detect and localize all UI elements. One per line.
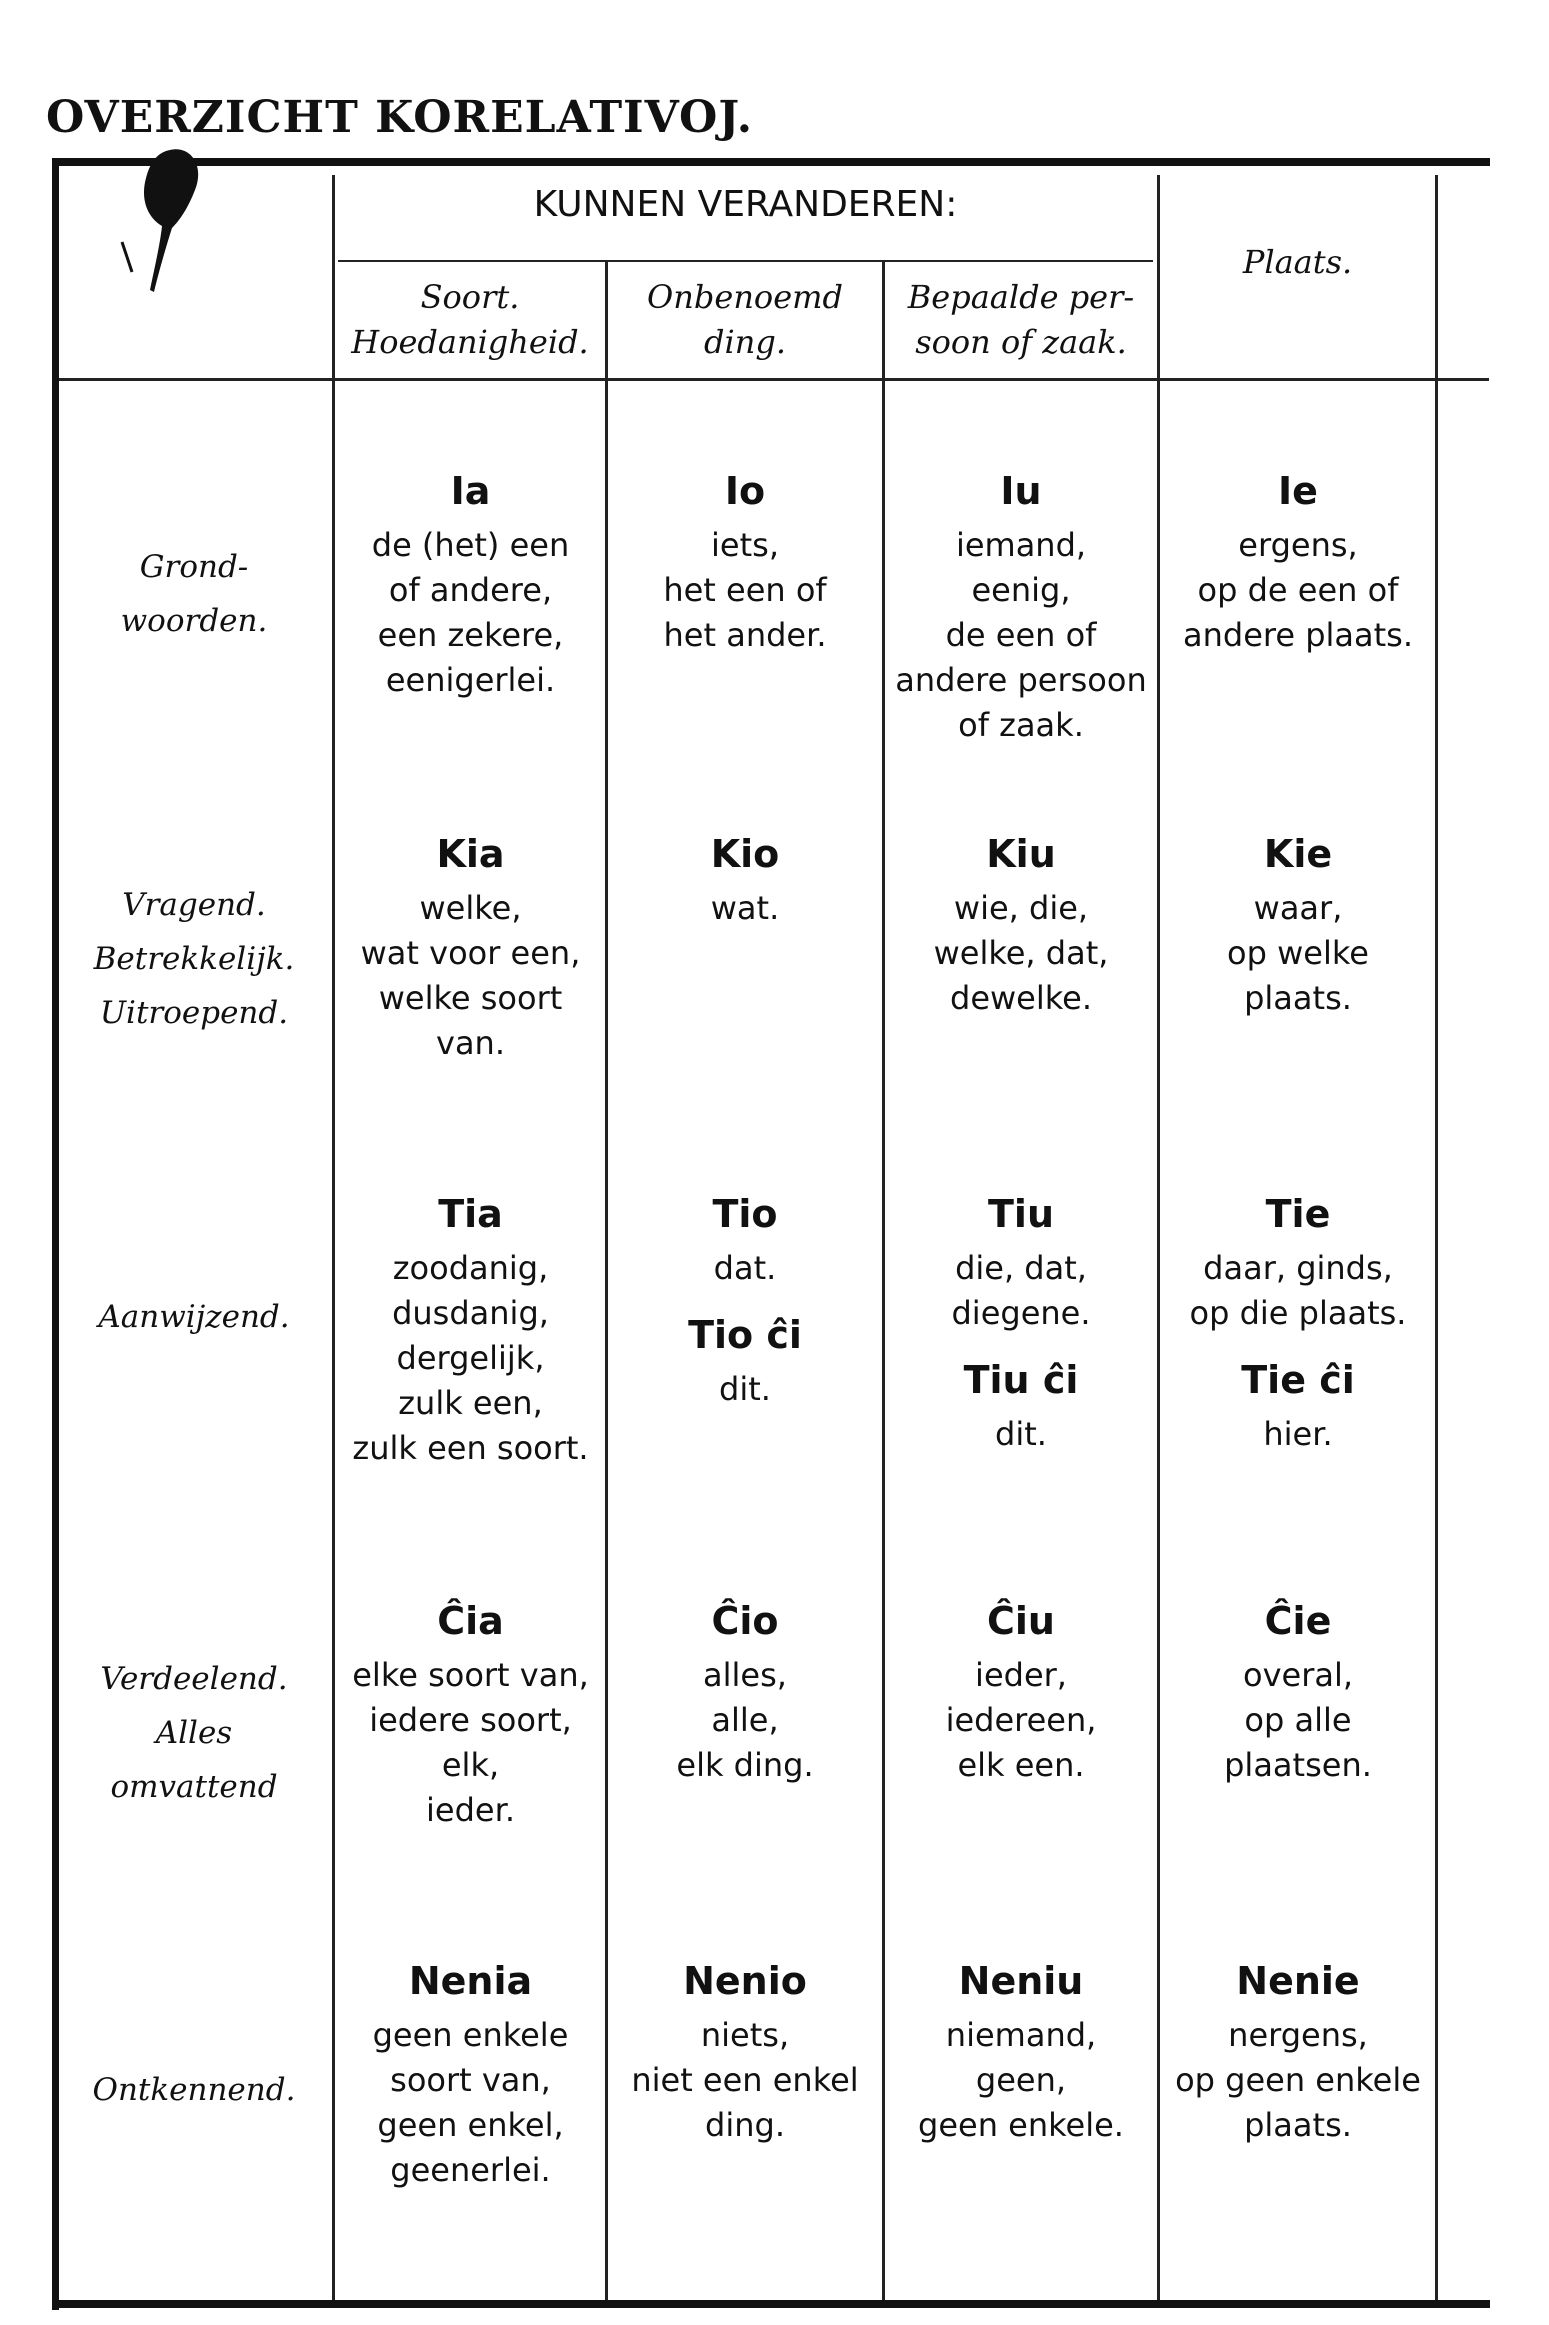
table-cell xyxy=(338,1188,603,1471)
gloss-text: iets, het een of het ander. xyxy=(663,526,827,654)
gloss-text: niets, niet een enkel ding. xyxy=(631,2016,859,2144)
header-bottom-line xyxy=(59,378,1489,381)
correlative-word: Nenio xyxy=(683,1959,807,2003)
correlative-word: Iu xyxy=(1000,469,1042,513)
table-cell xyxy=(1162,1188,1434,1457)
table-cell xyxy=(1162,1955,1434,2148)
correlative-word: Kio xyxy=(710,832,780,876)
correlative-word: Ĉia xyxy=(437,1599,504,1643)
header-col-person: Bepaalde per- soon of zaak. xyxy=(907,278,1135,361)
correlative-word-near: Tiu ĉi xyxy=(963,1358,1079,1402)
gloss-text: de (het) een of andere, een zekere, eenigerlei. xyxy=(371,526,570,699)
gloss-text: ergens, op de een of andere plaats. xyxy=(1182,526,1413,654)
correlative-word: Kia xyxy=(436,832,505,876)
correlative-word: Tio xyxy=(712,1192,778,1236)
table-cell xyxy=(1162,828,1434,1021)
table-cell xyxy=(338,828,603,1066)
correlative-word: Neniu xyxy=(958,1959,1084,2003)
gloss-text: hier. xyxy=(1263,1415,1333,1453)
gloss-text: geen enkele soort van, geen enkel, geenerlei. xyxy=(372,2016,569,2189)
gloss-text: wie, die, welke, dat, dewelke. xyxy=(933,889,1109,1017)
table-left-border xyxy=(52,158,59,2310)
gloss-text: zoodanig, dusdanig, dergelijk, zulk een, zulk een soort. xyxy=(352,1249,589,1467)
row-label-verdeelend: Verdeelend. Alles omvattend xyxy=(100,1661,288,1805)
table-cell xyxy=(610,1955,880,2148)
header-col-place: Plaats. xyxy=(1242,243,1353,281)
table-bottom-border xyxy=(52,2300,1490,2308)
gloss-text: ieder, iedereen, elk een. xyxy=(945,1656,1097,1784)
table-cell xyxy=(887,465,1155,748)
gloss-text: dit. xyxy=(995,1415,1047,1453)
table-cell xyxy=(338,1595,603,1833)
correlative-word: Ĉio xyxy=(711,1599,779,1643)
gloss-text: overal, op alle plaatsen. xyxy=(1224,1656,1372,1784)
table-cell xyxy=(887,1188,1155,1457)
header-col-thing: Onbenoemd ding. xyxy=(647,278,843,361)
col-line-4 xyxy=(1157,175,1160,2300)
table-cell xyxy=(1162,465,1434,658)
gloss-text: alles, alle, elk ding. xyxy=(676,1656,814,1784)
col-line-3 xyxy=(882,262,885,2300)
header-group-label: KUNNEN VERANDEREN: xyxy=(533,184,958,225)
correlative-word: Kie xyxy=(1263,832,1333,876)
row-label-vragend: Vragend. Betrekkelijk. Uitroepend. xyxy=(93,887,295,1031)
correlative-word: Ie xyxy=(1278,469,1318,513)
table-top-border xyxy=(52,158,1490,166)
correlative-word: Ĉiu xyxy=(987,1599,1055,1643)
gloss-text: wat. xyxy=(710,889,780,927)
correlative-word-near: Tio ĉi xyxy=(688,1313,802,1357)
gloss-text: welke, wat voor een, welke soort van. xyxy=(360,889,581,1062)
table-cell xyxy=(338,465,603,703)
gloss-text: waar, op welke plaats. xyxy=(1227,889,1369,1017)
correlative-word: Io xyxy=(724,469,766,513)
header-col-sort: Soort. Hoedanigheid. xyxy=(351,278,589,361)
correlative-word-near: Tie ĉi xyxy=(1241,1358,1355,1402)
group-underline xyxy=(338,260,1153,262)
row-label-ontkennend: Ontkennend. xyxy=(92,2072,296,2108)
correlative-word: Tie xyxy=(1265,1192,1331,1236)
row-label-aanwijzend: Aanwijzend. xyxy=(98,1299,290,1335)
correlative-word: Nenia xyxy=(408,1959,533,2003)
table-cell xyxy=(338,1955,603,2193)
col-line-2 xyxy=(605,262,608,2300)
table-cell xyxy=(887,1595,1155,1788)
correlative-word: Kiu xyxy=(986,832,1056,876)
gloss-text: die, dat, diegene. xyxy=(951,1249,1091,1332)
col-line-1 xyxy=(332,175,335,2300)
table-cell xyxy=(887,1955,1155,2148)
gloss-text: nergens, op geen enkele plaats. xyxy=(1175,2016,1421,2144)
table-cell xyxy=(610,1188,880,1412)
table-cell xyxy=(610,465,880,658)
gloss-text: dat. xyxy=(713,1249,777,1287)
page-title: OVERZICHT KORELATIVOJ. xyxy=(46,92,754,143)
table-cell xyxy=(1162,1595,1434,1788)
gloss-text: daar, ginds, op die plaats. xyxy=(1189,1249,1407,1332)
correlative-word: Nenie xyxy=(1236,1959,1360,2003)
table-cell xyxy=(610,828,880,931)
table-cell xyxy=(610,1595,880,1788)
gloss-text: dit. xyxy=(719,1370,771,1408)
table-cell xyxy=(887,828,1155,1021)
correlative-word: Tia xyxy=(438,1192,503,1236)
gloss-text: iemand, eenig, de een of andere persoon of zaak. xyxy=(895,526,1147,744)
gloss-text: elke soort van, iedere soort, elk, ieder. xyxy=(352,1656,589,1829)
correlative-word: Ia xyxy=(450,469,491,513)
correlative-word: Tiu xyxy=(988,1192,1054,1236)
gloss-text: niemand, geen, geen enkele. xyxy=(918,2016,1124,2144)
table-right-border xyxy=(1435,175,1438,2300)
correlative-word: Ĉie xyxy=(1264,1599,1332,1643)
row-label-grondwoorden: Grond- woorden. xyxy=(120,549,268,639)
